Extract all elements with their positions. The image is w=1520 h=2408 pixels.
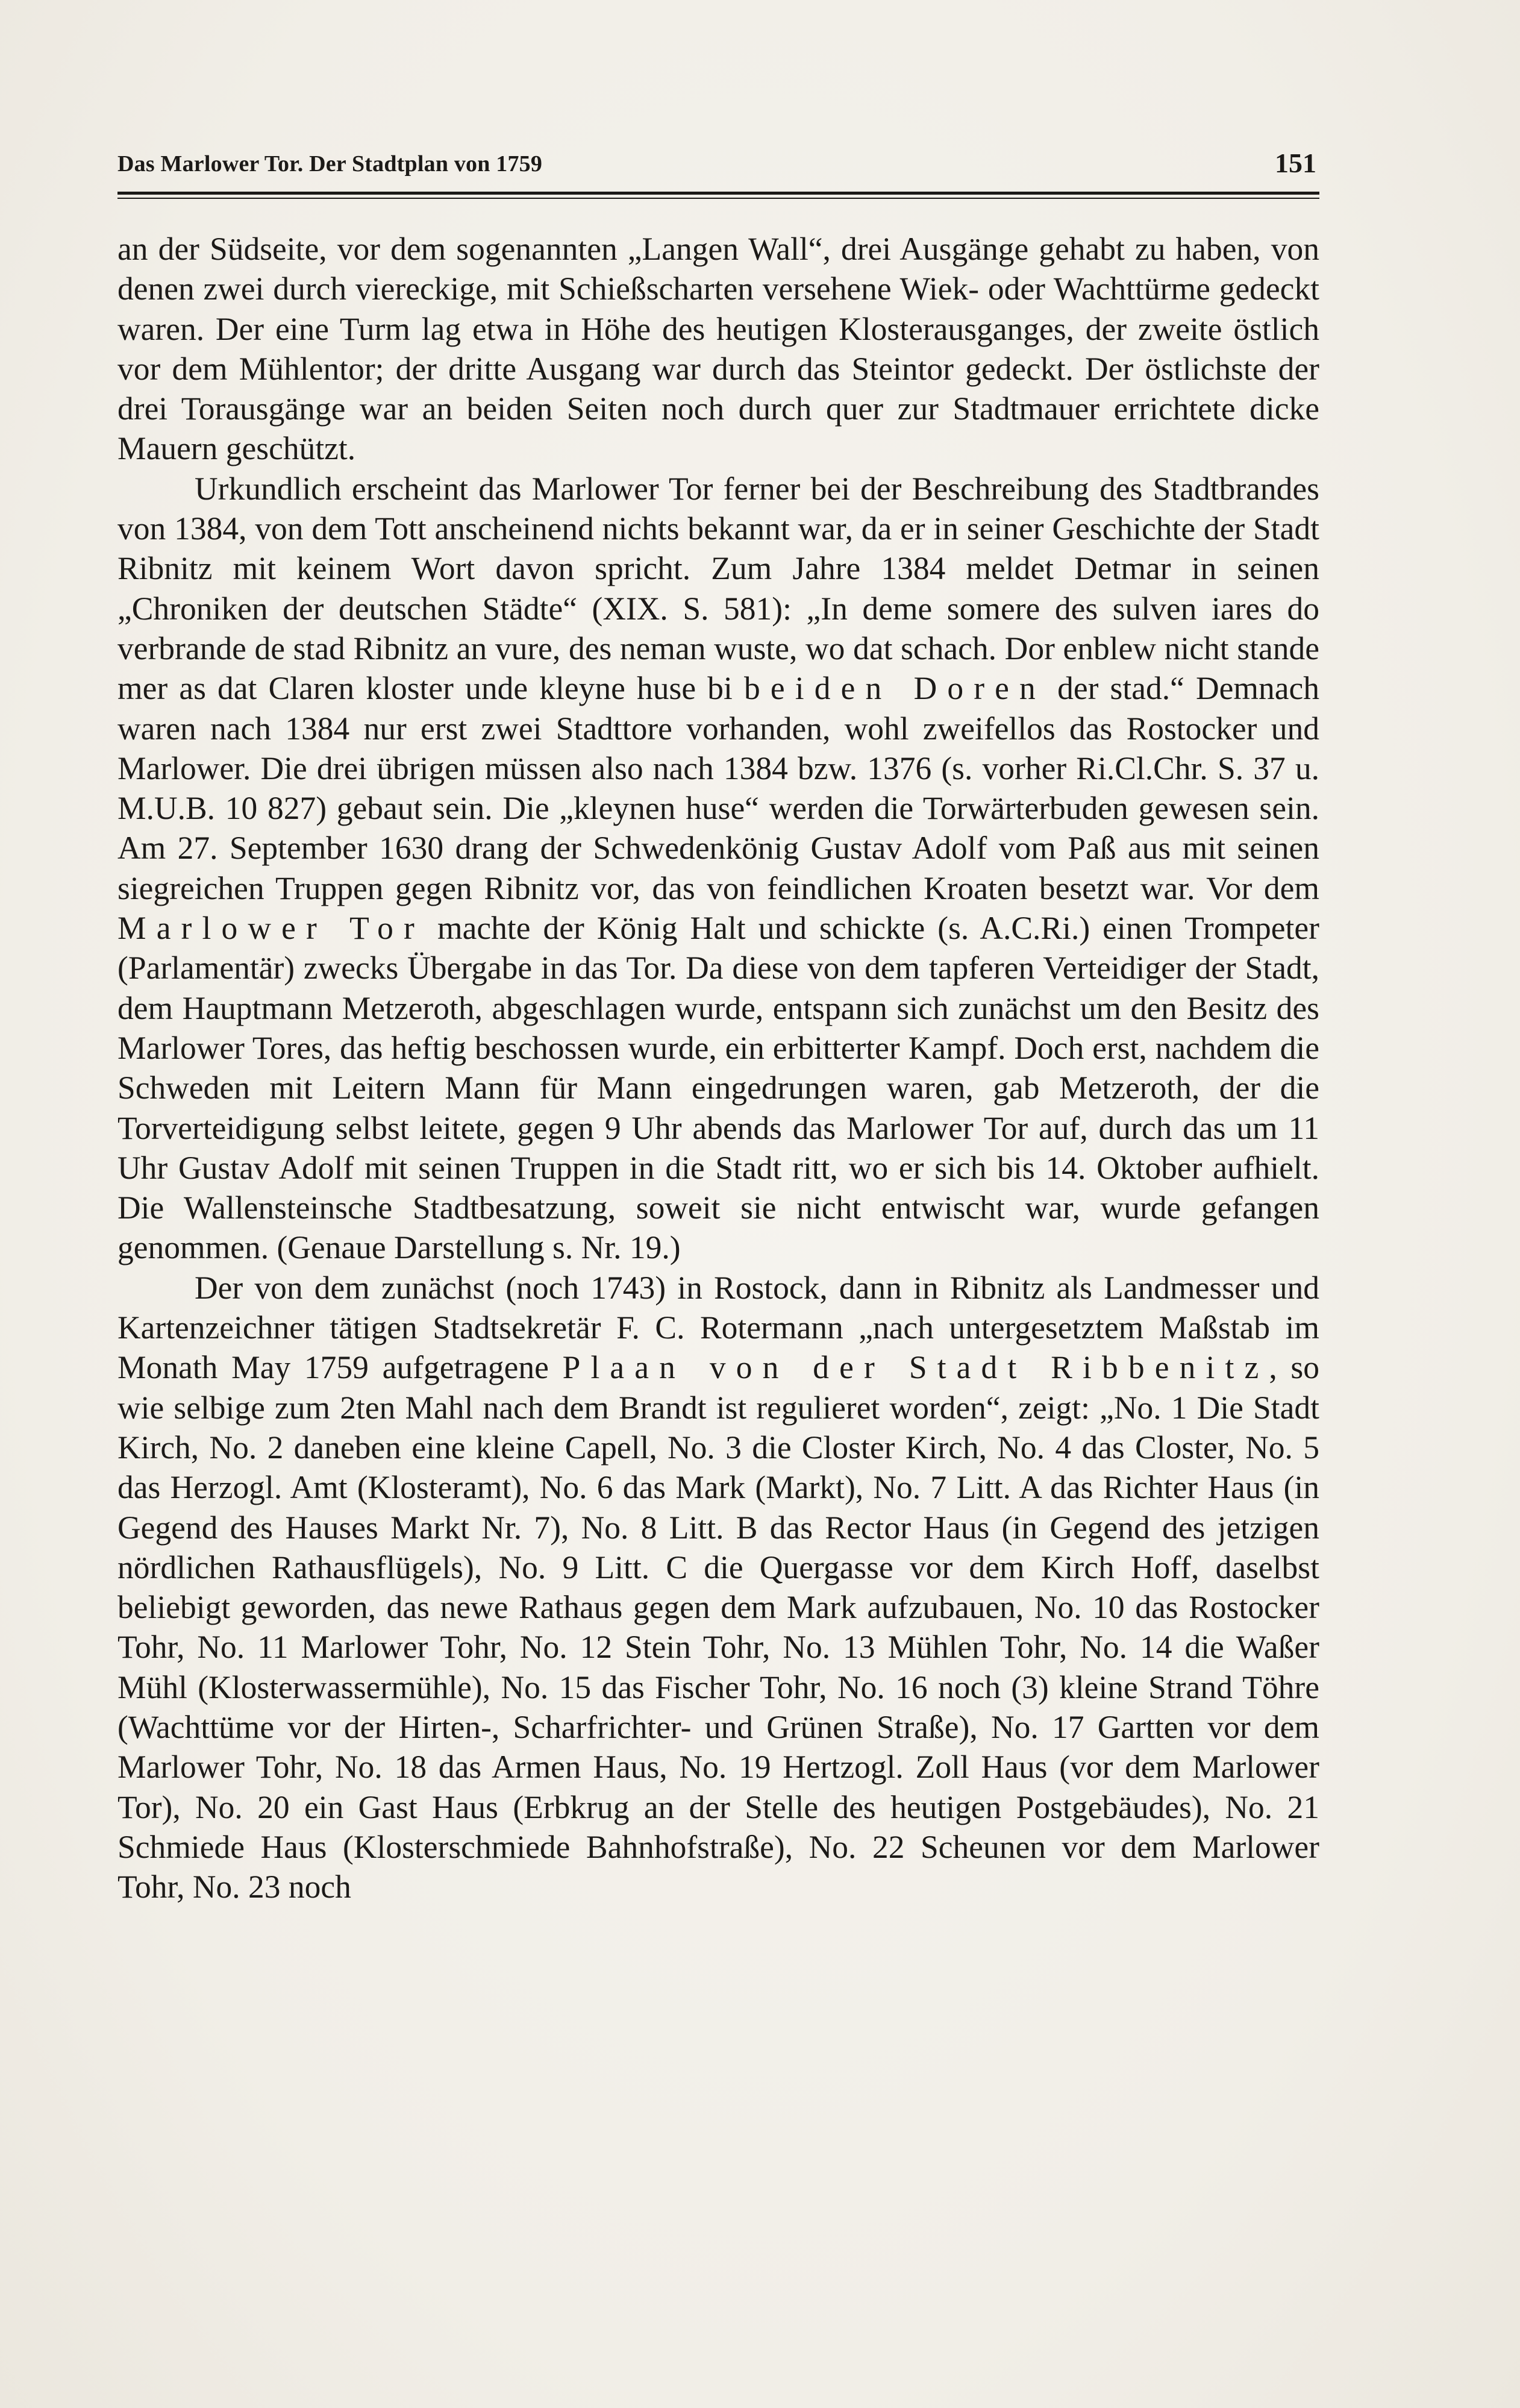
paragraph-1 xyxy=(117,229,1319,469)
body-text xyxy=(117,229,1319,1907)
running-head: Das Marlower Tor. Der Stadtplan von 1759 xyxy=(117,151,543,177)
paragraph-text: machte der König Halt und schickte (s. A.C.Ri.) einen Trompeter (Parlamentär) zwecks Übergabe in das Tor. Da diese von dem tapferen Verteidiger der Stadt, dem Hauptmann Metzeroth, abgeschlagen wurde, entspann sich zunächst um den Besitz des Marlower Tores, das heftig beschossen wurde, ein erbitterter Kampf. Doch erst, nachdem die Schweden mit Leitern Mann für Mann eingedrungen waren, gab Metzeroth, der die Torverteidigung selbst leitete, gegen 9 Uhr abends das Marlower Tor auf, durch das um 11 Uhr Gustav Adolf mit seinen Truppen in die Stadt ritt, wo er sich bis 14. Oktober aufhielt. Die Wallensteinsche Stadtbesatzung, soweit sie nicht entwischt war, wurde gefangen genommen. (Genaue Darstellung s. Nr. 19.) xyxy=(117,910,1319,1266)
page-header xyxy=(117,148,1316,193)
page-number: 151 xyxy=(1275,148,1316,178)
spaced-emphasis: Plaan von der Stadt Ribbenitz xyxy=(562,1349,1269,1386)
paragraph-2 xyxy=(117,469,1319,1268)
paragraph-3 xyxy=(117,1268,1319,1907)
spaced-emphasis: beiden Doren xyxy=(744,670,1046,707)
paragraph-text: , so wie selbige zum 2ten Mahl nach dem Brandt ist regulieret worden“, zeigt: „No. 1 Die Stadt Kirch, No. 2 daneben eine kleine Capell, No. 3 die Closter Kirch, No. 4 das Closter, No. 5 das Herzogl. Amt (Klosteramt), No. 6 das Mark (Markt), No. 7 Litt. A das Richter Haus (in Gegend des Hauses Markt Nr. 7), No. 8 Litt. B das Rector Haus (in Gegend des jetzigen nördlichen Rathausflügels), No. 9 Litt. C die Quergasse vor dem Kirch Hoff, daselbst beliebigt geworden, das newe Rathaus gegen dem Mark aufzubauen, No. 10 das Rostocker Tohr, No. 11 Marlower Tohr, No. 12 Stein Tohr, No. 13 Mühlen Tohr, No. 14 die Waßer Mühl (Klosterwassermühle), No. 15 das Fischer Tohr, No. 16 noch (3) kleine Strand Töhre (Wachttüme vor der Hirten-, Scharfrichter- und Grünen Straße), No. 17 Gartten vor dem Marlower Tohr, No. 18 das Armen Haus, No. 19 Hertzogl. Zoll Haus (vor dem Marlower Tor), No. 20 ein Gast Haus (Erbkrug an der Stelle des heutigen Postgebäudes), No. 21 Schmiede Haus (Klosterschmiede Bahnhofstraße), No. 22 Scheunen vor dem Marlower Tohr, No. 23 noch xyxy=(117,1349,1319,1905)
header-rule-thick xyxy=(117,192,1319,195)
spaced-emphasis: Marlower Tor xyxy=(117,910,425,947)
header-rule-thin xyxy=(117,198,1319,199)
paragraph-text: Urkundlich erscheint das Marlower Tor ferner bei der Beschreibung des Stadtbrandes von 1384, von dem Tott anscheinend nichts bekannt war, da er in seiner Geschichte der Stadt Ribnitz mit keinem Wort davon spricht. Zum Jahre 1384 meldet Detmar in seinen „Chroniken der deutschen Städte“ (XIX. S. 581): „In deme somere des sulven iares do verbrande de stad Ribnitz an vure, des neman wuste, wo dat schach. Dor enblew nicht stande mer as dat Claren kloster unde kleyne huse bi xyxy=(117,470,1319,707)
paragraph-text: der stad.“ Demnach waren nach 1384 nur erst zwei Stadttore vorhanden, wohl zweifellos das Rostocker und Marlower. Die drei übrigen müssen also nach 1384 bzw. 1376 (s. vorher Ri.Cl.Chr. S. 37 u. M.U.B. 10 827) gebaut sein. Die „kleynen huse“ werden die Torwärterbuden gewesen sein. Am 27. September 1630 drang der Schwedenkönig Gustav Adolf vom Paß aus mit seinen siegreichen Truppen gegen Ribnitz vor, das von feindlichen Kroaten besetzt war. Vor dem xyxy=(117,670,1319,906)
paragraph-text: an der Südseite, vor dem sogenannten „Langen Wall“, drei Ausgänge gehabt zu haben, von denen zwei durch viereckige, mit Schießscharten versehene Wiek- oder Wachttürme gedeckt waren. Der eine Turm lag etwa in Höhe des heutigen Klosterausganges, der zweite östlich vor dem Mühlentor; der dritte Ausgang war durch das Steintor gedeckt. Der östlichste der drei Torausgänge war an beiden Seiten noch durch quer zur Stadtmauer errichtete dicke Mauern geschützt. xyxy=(117,231,1319,467)
paragraph-text: Der von dem zunächst (noch 1743) in Rostock, dann in Ribnitz als Landmesser und Kartenzeichner tätigen Stadtsekretär F. C. Rotermann „nach untergesetztem Maßstab im Monath May 1759 aufgetragene xyxy=(117,1269,1319,1386)
